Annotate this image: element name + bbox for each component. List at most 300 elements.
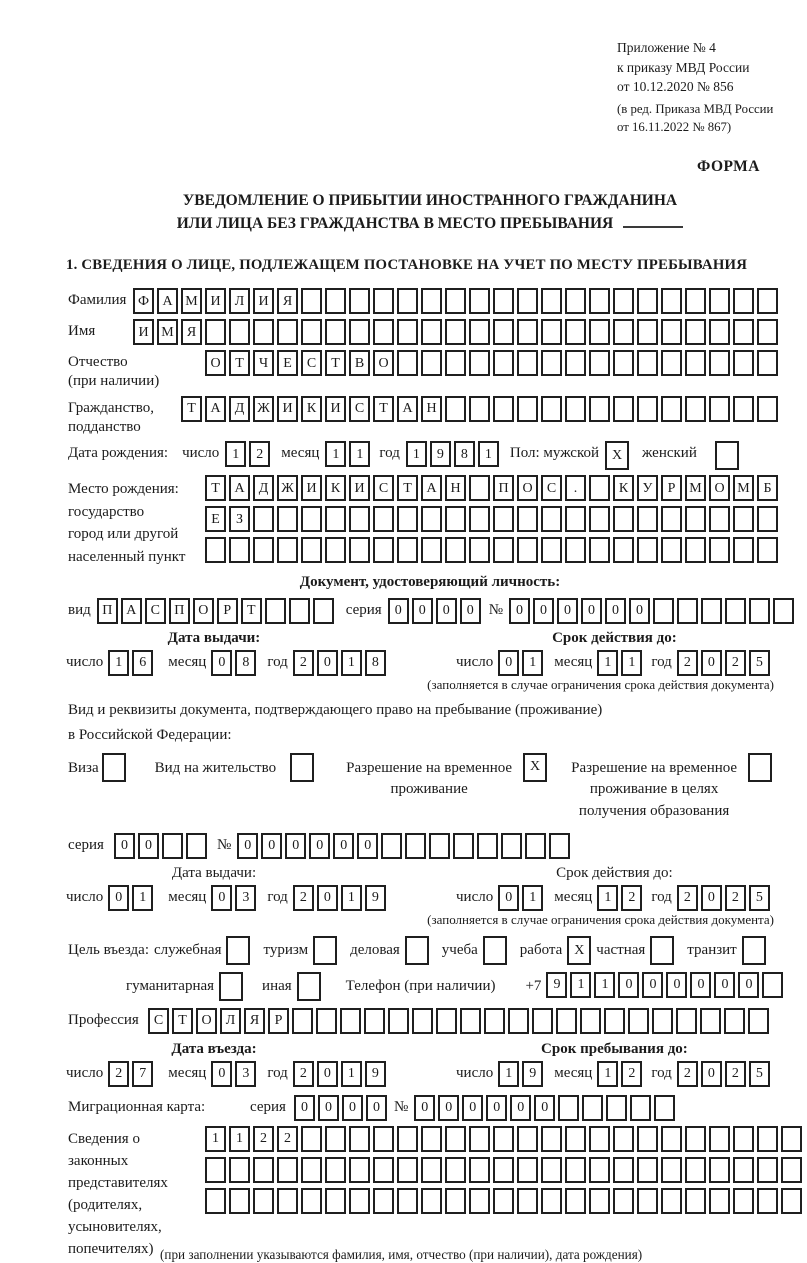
identity-issue-day-cells[interactable] (108, 650, 156, 676)
identity-series-cells[interactable] (388, 598, 484, 624)
char-cell[interactable]: 9 (365, 885, 386, 911)
char-cell[interactable]: И (349, 475, 370, 501)
char-cell[interactable] (253, 506, 274, 532)
char-cell[interactable] (757, 1126, 778, 1152)
char-cell[interactable]: 0 (498, 885, 519, 911)
char-cell[interactable] (685, 1126, 706, 1152)
entry-year-cells[interactable] (293, 1061, 389, 1087)
char-cell[interactable] (349, 506, 370, 532)
char-cell[interactable] (661, 288, 682, 314)
char-cell[interactable] (253, 1157, 274, 1183)
surname-cells[interactable] (133, 288, 781, 314)
char-cell[interactable] (397, 319, 418, 345)
char-cell[interactable]: 1 (597, 1061, 618, 1087)
char-cell[interactable]: К (325, 475, 346, 501)
char-cell[interactable]: 2 (677, 885, 698, 911)
char-cell[interactable] (749, 598, 770, 624)
char-cell[interactable] (493, 537, 514, 563)
char-cell[interactable] (405, 936, 429, 965)
char-cell[interactable]: . (565, 475, 586, 501)
char-cell[interactable]: Я (277, 288, 298, 314)
char-cell[interactable] (637, 506, 658, 532)
char-cell[interactable]: 0 (366, 1095, 387, 1121)
char-cell[interactable]: 2 (677, 650, 698, 676)
char-cell[interactable] (469, 537, 490, 563)
char-cell[interactable]: 0 (666, 972, 687, 998)
char-cell[interactable] (325, 1188, 346, 1214)
char-cell[interactable]: 0 (138, 833, 159, 859)
char-cell[interactable] (412, 1008, 433, 1034)
char-cell[interactable]: 9 (430, 441, 451, 467)
char-cell[interactable] (541, 1188, 562, 1214)
char-cell[interactable]: П (97, 598, 118, 624)
char-cell[interactable] (661, 537, 682, 563)
char-cell[interactable] (661, 1188, 682, 1214)
char-cell[interactable]: 2 (621, 885, 642, 911)
char-cell[interactable] (541, 288, 562, 314)
doc-kind-cells[interactable] (97, 598, 337, 624)
char-cell[interactable]: Д (253, 475, 274, 501)
char-cell[interactable]: С (349, 396, 370, 422)
char-cell[interactable] (541, 1157, 562, 1183)
char-cell[interactable] (493, 1126, 514, 1152)
char-cell[interactable] (589, 1188, 610, 1214)
birth-day-cells[interactable] (225, 441, 273, 467)
char-cell[interactable] (661, 1126, 682, 1152)
residence-issue-month-cells[interactable] (211, 885, 259, 911)
char-cell[interactable] (517, 288, 538, 314)
char-cell[interactable]: 6 (132, 650, 153, 676)
char-cell[interactable] (469, 1157, 490, 1183)
char-cell[interactable] (517, 1188, 538, 1214)
char-cell[interactable] (709, 350, 730, 376)
char-cell[interactable] (589, 475, 610, 501)
char-cell[interactable]: М (181, 288, 202, 314)
char-cell[interactable] (582, 1095, 603, 1121)
char-cell[interactable] (733, 350, 754, 376)
residence-permit-checkbox[interactable] (290, 753, 317, 782)
char-cell[interactable]: 8 (454, 441, 475, 467)
char-cell[interactable]: А (397, 396, 418, 422)
char-cell[interactable] (733, 506, 754, 532)
char-cell[interactable] (493, 1188, 514, 1214)
char-cell[interactable]: А (157, 288, 178, 314)
char-cell[interactable] (226, 936, 250, 965)
char-cell[interactable] (229, 537, 250, 563)
char-cell[interactable] (589, 537, 610, 563)
char-cell[interactable] (613, 396, 634, 422)
char-cell[interactable] (301, 1126, 322, 1152)
char-cell[interactable] (652, 1008, 673, 1034)
char-cell[interactable]: 1 (522, 885, 543, 911)
char-cell[interactable] (460, 1008, 481, 1034)
char-cell[interactable]: Т (229, 350, 250, 376)
char-cell[interactable] (493, 319, 514, 345)
char-cell[interactable] (685, 1188, 706, 1214)
char-cell[interactable]: Е (205, 506, 226, 532)
char-cell[interactable]: У (637, 475, 658, 501)
char-cell[interactable]: 0 (294, 1095, 315, 1121)
char-cell[interactable]: 1 (522, 650, 543, 676)
char-cell[interactable]: 0 (510, 1095, 531, 1121)
identity-valid-month-cells[interactable] (597, 650, 645, 676)
char-cell[interactable] (654, 1095, 675, 1121)
char-cell[interactable] (405, 833, 426, 859)
char-cell[interactable] (613, 506, 634, 532)
char-cell[interactable]: 1 (597, 650, 618, 676)
char-cell[interactable]: Р (661, 475, 682, 501)
char-cell[interactable]: О (196, 1008, 217, 1034)
char-cell[interactable]: 2 (293, 1061, 314, 1087)
char-cell[interactable] (421, 506, 442, 532)
char-cell[interactable]: Ж (277, 475, 298, 501)
char-cell[interactable]: П (493, 475, 514, 501)
char-cell[interactable] (589, 1126, 610, 1152)
char-cell[interactable]: 9 (546, 972, 567, 998)
char-cell[interactable] (733, 396, 754, 422)
char-cell[interactable] (493, 506, 514, 532)
char-cell[interactable] (637, 1126, 658, 1152)
migration-number-cells[interactable] (414, 1095, 678, 1121)
char-cell[interactable] (477, 833, 498, 859)
char-cell[interactable] (469, 288, 490, 314)
citizenship-cells[interactable] (181, 396, 781, 422)
char-cell[interactable]: 8 (235, 650, 256, 676)
char-cell[interactable] (685, 537, 706, 563)
char-cell[interactable] (733, 1188, 754, 1214)
char-cell[interactable] (340, 1008, 361, 1034)
char-cell[interactable] (613, 1188, 634, 1214)
char-cell[interactable]: 0 (701, 885, 722, 911)
char-cell[interactable]: 0 (460, 598, 481, 624)
char-cell[interactable] (205, 1157, 226, 1183)
char-cell[interactable] (301, 319, 322, 345)
char-cell[interactable] (709, 506, 730, 532)
char-cell[interactable]: И (205, 288, 226, 314)
char-cell[interactable] (781, 1157, 802, 1183)
char-cell[interactable]: Я (244, 1008, 265, 1034)
char-cell[interactable]: О (517, 475, 538, 501)
char-cell[interactable]: Т (325, 350, 346, 376)
identity-number-cells[interactable] (509, 598, 797, 624)
char-cell[interactable] (517, 1126, 538, 1152)
char-cell[interactable] (445, 1188, 466, 1214)
char-cell[interactable] (604, 1008, 625, 1034)
char-cell[interactable] (630, 1095, 651, 1121)
char-cell[interactable] (637, 537, 658, 563)
char-cell[interactable] (484, 1008, 505, 1034)
char-cell[interactable] (325, 1126, 346, 1152)
char-cell[interactable] (613, 350, 634, 376)
char-cell[interactable]: 0 (412, 598, 433, 624)
char-cell[interactable] (733, 537, 754, 563)
char-cell[interactable]: 2 (725, 885, 746, 911)
char-cell[interactable]: 0 (333, 833, 354, 859)
char-cell[interactable]: 0 (211, 885, 232, 911)
char-cell[interactable] (469, 319, 490, 345)
stay-day-cells[interactable] (498, 1061, 546, 1087)
char-cell[interactable] (724, 1008, 745, 1034)
char-cell[interactable] (525, 833, 546, 859)
residence-issue-day-cells[interactable] (108, 885, 156, 911)
char-cell[interactable]: 2 (677, 1061, 698, 1087)
char-cell[interactable] (709, 319, 730, 345)
char-cell[interactable]: 1 (132, 885, 153, 911)
char-cell[interactable] (661, 350, 682, 376)
char-cell[interactable] (653, 598, 674, 624)
char-cell[interactable] (517, 350, 538, 376)
char-cell[interactable]: 0 (317, 650, 338, 676)
char-cell[interactable] (733, 319, 754, 345)
char-cell[interactable]: 1 (325, 441, 346, 467)
char-cell[interactable] (541, 396, 562, 422)
char-cell[interactable] (733, 288, 754, 314)
char-cell[interactable] (613, 319, 634, 345)
visa-checkbox[interactable] (102, 753, 129, 782)
char-cell[interactable] (613, 1157, 634, 1183)
char-cell[interactable] (292, 1008, 313, 1034)
purpose-other-checkbox[interactable] (297, 972, 324, 1001)
legal-reps-row2[interactable] (205, 1157, 805, 1183)
char-cell[interactable]: 2 (621, 1061, 642, 1087)
char-cell[interactable]: 0 (114, 833, 135, 859)
char-cell[interactable] (589, 319, 610, 345)
legal-reps-row1[interactable] (205, 1126, 805, 1152)
char-cell[interactable] (162, 833, 183, 859)
char-cell[interactable] (685, 396, 706, 422)
char-cell[interactable]: М (157, 319, 178, 345)
char-cell[interactable] (445, 1126, 466, 1152)
char-cell[interactable] (541, 319, 562, 345)
char-cell[interactable]: О (373, 350, 394, 376)
char-cell[interactable]: 0 (690, 972, 711, 998)
char-cell[interactable] (517, 1157, 538, 1183)
char-cell[interactable]: 5 (749, 650, 770, 676)
char-cell[interactable] (445, 288, 466, 314)
char-cell[interactable] (373, 1157, 394, 1183)
char-cell[interactable] (301, 506, 322, 532)
char-cell[interactable]: 3 (235, 885, 256, 911)
char-cell[interactable] (748, 753, 772, 782)
char-cell[interactable] (613, 537, 634, 563)
char-cell[interactable]: Б (757, 475, 778, 501)
char-cell[interactable]: 2 (725, 650, 746, 676)
char-cell[interactable] (757, 537, 778, 563)
char-cell[interactable] (748, 1008, 769, 1034)
char-cell[interactable] (349, 319, 370, 345)
purpose-business-checkbox[interactable] (405, 936, 432, 965)
char-cell[interactable]: А (229, 475, 250, 501)
char-cell[interactable] (397, 1188, 418, 1214)
char-cell[interactable] (565, 1157, 586, 1183)
char-cell[interactable]: И (277, 396, 298, 422)
purpose-humanitarian-checkbox[interactable] (219, 972, 246, 1001)
char-cell[interactable] (709, 1126, 730, 1152)
char-cell[interactable] (373, 288, 394, 314)
char-cell[interactable]: 0 (509, 598, 530, 624)
char-cell[interactable]: 3 (235, 1061, 256, 1087)
char-cell[interactable] (253, 319, 274, 345)
char-cell[interactable] (517, 396, 538, 422)
char-cell[interactable] (421, 350, 442, 376)
char-cell[interactable] (637, 396, 658, 422)
char-cell[interactable] (589, 288, 610, 314)
char-cell[interactable] (277, 537, 298, 563)
char-cell[interactable] (637, 1157, 658, 1183)
char-cell[interactable] (253, 537, 274, 563)
char-cell[interactable]: 2 (277, 1126, 298, 1152)
stay-month-cells[interactable] (597, 1061, 645, 1087)
char-cell[interactable]: 9 (365, 1061, 386, 1087)
char-cell[interactable]: 2 (293, 650, 314, 676)
char-cell[interactable] (558, 1095, 579, 1121)
char-cell[interactable] (397, 350, 418, 376)
char-cell[interactable] (373, 506, 394, 532)
char-cell[interactable]: 0 (498, 650, 519, 676)
char-cell[interactable]: О (193, 598, 214, 624)
char-cell[interactable]: А (421, 475, 442, 501)
char-cell[interactable] (517, 506, 538, 532)
char-cell[interactable]: 1 (478, 441, 499, 467)
char-cell[interactable]: О (205, 350, 226, 376)
char-cell[interactable] (580, 1008, 601, 1034)
char-cell[interactable] (229, 1188, 250, 1214)
char-cell[interactable] (685, 288, 706, 314)
char-cell[interactable] (565, 537, 586, 563)
char-cell[interactable] (373, 537, 394, 563)
char-cell[interactable] (541, 1126, 562, 1152)
char-cell[interactable] (429, 833, 450, 859)
birth-year-cells[interactable] (406, 441, 502, 467)
char-cell[interactable] (469, 396, 490, 422)
char-cell[interactable] (397, 537, 418, 563)
char-cell[interactable]: 1 (621, 650, 642, 676)
char-cell[interactable] (421, 1126, 442, 1152)
char-cell[interactable]: 1 (594, 972, 615, 998)
char-cell[interactable]: С (373, 475, 394, 501)
char-cell[interactable]: X (523, 753, 547, 782)
char-cell[interactable] (709, 288, 730, 314)
char-cell[interactable] (397, 1126, 418, 1152)
char-cell[interactable] (205, 319, 226, 345)
char-cell[interactable] (469, 1126, 490, 1152)
char-cell[interactable] (565, 396, 586, 422)
char-cell[interactable] (757, 1157, 778, 1183)
char-cell[interactable] (781, 1126, 802, 1152)
char-cell[interactable] (421, 1157, 442, 1183)
char-cell[interactable] (493, 288, 514, 314)
char-cell[interactable]: 1 (597, 885, 618, 911)
char-cell[interactable]: 0 (642, 972, 663, 998)
char-cell[interactable] (661, 506, 682, 532)
profession-cells[interactable] (148, 1008, 772, 1034)
char-cell[interactable]: И (253, 288, 274, 314)
char-cell[interactable]: И (133, 319, 154, 345)
char-cell[interactable]: Ч (253, 350, 274, 376)
residence-valid-year-cells[interactable] (677, 885, 773, 911)
char-cell[interactable] (301, 1188, 322, 1214)
char-cell[interactable] (421, 288, 442, 314)
char-cell[interactable]: 2 (253, 1126, 274, 1152)
char-cell[interactable] (757, 506, 778, 532)
char-cell[interactable]: К (301, 396, 322, 422)
char-cell[interactable]: П (169, 598, 190, 624)
char-cell[interactable] (229, 1157, 250, 1183)
char-cell[interactable]: 0 (237, 833, 258, 859)
stay-year-cells[interactable] (677, 1061, 773, 1087)
char-cell[interactable]: 5 (749, 1061, 770, 1087)
char-cell[interactable]: Л (220, 1008, 241, 1034)
char-cell[interactable] (325, 319, 346, 345)
char-cell[interactable] (186, 833, 207, 859)
char-cell[interactable] (565, 1126, 586, 1152)
char-cell[interactable] (637, 319, 658, 345)
residence-series-cells[interactable] (114, 833, 210, 859)
char-cell[interactable] (541, 350, 562, 376)
char-cell[interactable]: 0 (436, 598, 457, 624)
char-cell[interactable]: Т (172, 1008, 193, 1034)
char-cell[interactable]: 1 (341, 885, 362, 911)
char-cell[interactable] (229, 319, 250, 345)
char-cell[interactable]: А (205, 396, 226, 422)
temp-residence-edu-checkbox[interactable] (748, 753, 775, 782)
char-cell[interactable] (549, 833, 570, 859)
identity-issue-year-cells[interactable] (293, 650, 389, 676)
char-cell[interactable]: 2 (293, 885, 314, 911)
char-cell[interactable] (301, 537, 322, 563)
char-cell[interactable]: 1 (570, 972, 591, 998)
char-cell[interactable] (364, 1008, 385, 1034)
char-cell[interactable] (445, 506, 466, 532)
char-cell[interactable] (628, 1008, 649, 1034)
char-cell[interactable]: С (148, 1008, 169, 1034)
char-cell[interactable] (290, 753, 314, 782)
char-cell[interactable] (301, 1157, 322, 1183)
char-cell[interactable]: Т (397, 475, 418, 501)
birth-place-row1[interactable] (205, 475, 781, 501)
char-cell[interactable]: Н (421, 396, 442, 422)
char-cell[interactable] (325, 506, 346, 532)
char-cell[interactable]: К (613, 475, 634, 501)
char-cell[interactable]: 2 (725, 1061, 746, 1087)
char-cell[interactable]: 1 (341, 1061, 362, 1087)
char-cell[interactable]: И (301, 475, 322, 501)
char-cell[interactable]: 0 (317, 885, 338, 911)
char-cell[interactable] (685, 506, 706, 532)
char-cell[interactable] (373, 1188, 394, 1214)
residence-issue-year-cells[interactable] (293, 885, 389, 911)
char-cell[interactable]: 0 (317, 1061, 338, 1087)
char-cell[interactable]: Д (229, 396, 250, 422)
char-cell[interactable] (265, 598, 286, 624)
char-cell[interactable]: З (229, 506, 250, 532)
char-cell[interactable] (637, 350, 658, 376)
char-cell[interactable]: 0 (357, 833, 378, 859)
char-cell[interactable] (253, 1188, 274, 1214)
char-cell[interactable] (757, 319, 778, 345)
char-cell[interactable] (532, 1008, 553, 1034)
char-cell[interactable]: М (733, 475, 754, 501)
identity-valid-year-cells[interactable] (677, 650, 773, 676)
char-cell[interactable] (637, 1188, 658, 1214)
char-cell[interactable]: 0 (533, 598, 554, 624)
birth-place-row2[interactable] (205, 506, 781, 532)
char-cell[interactable] (589, 1157, 610, 1183)
legal-reps-row3[interactable] (205, 1188, 805, 1214)
identity-valid-day-cells[interactable] (498, 650, 546, 676)
char-cell[interactable] (541, 537, 562, 563)
char-cell[interactable]: 0 (388, 598, 409, 624)
